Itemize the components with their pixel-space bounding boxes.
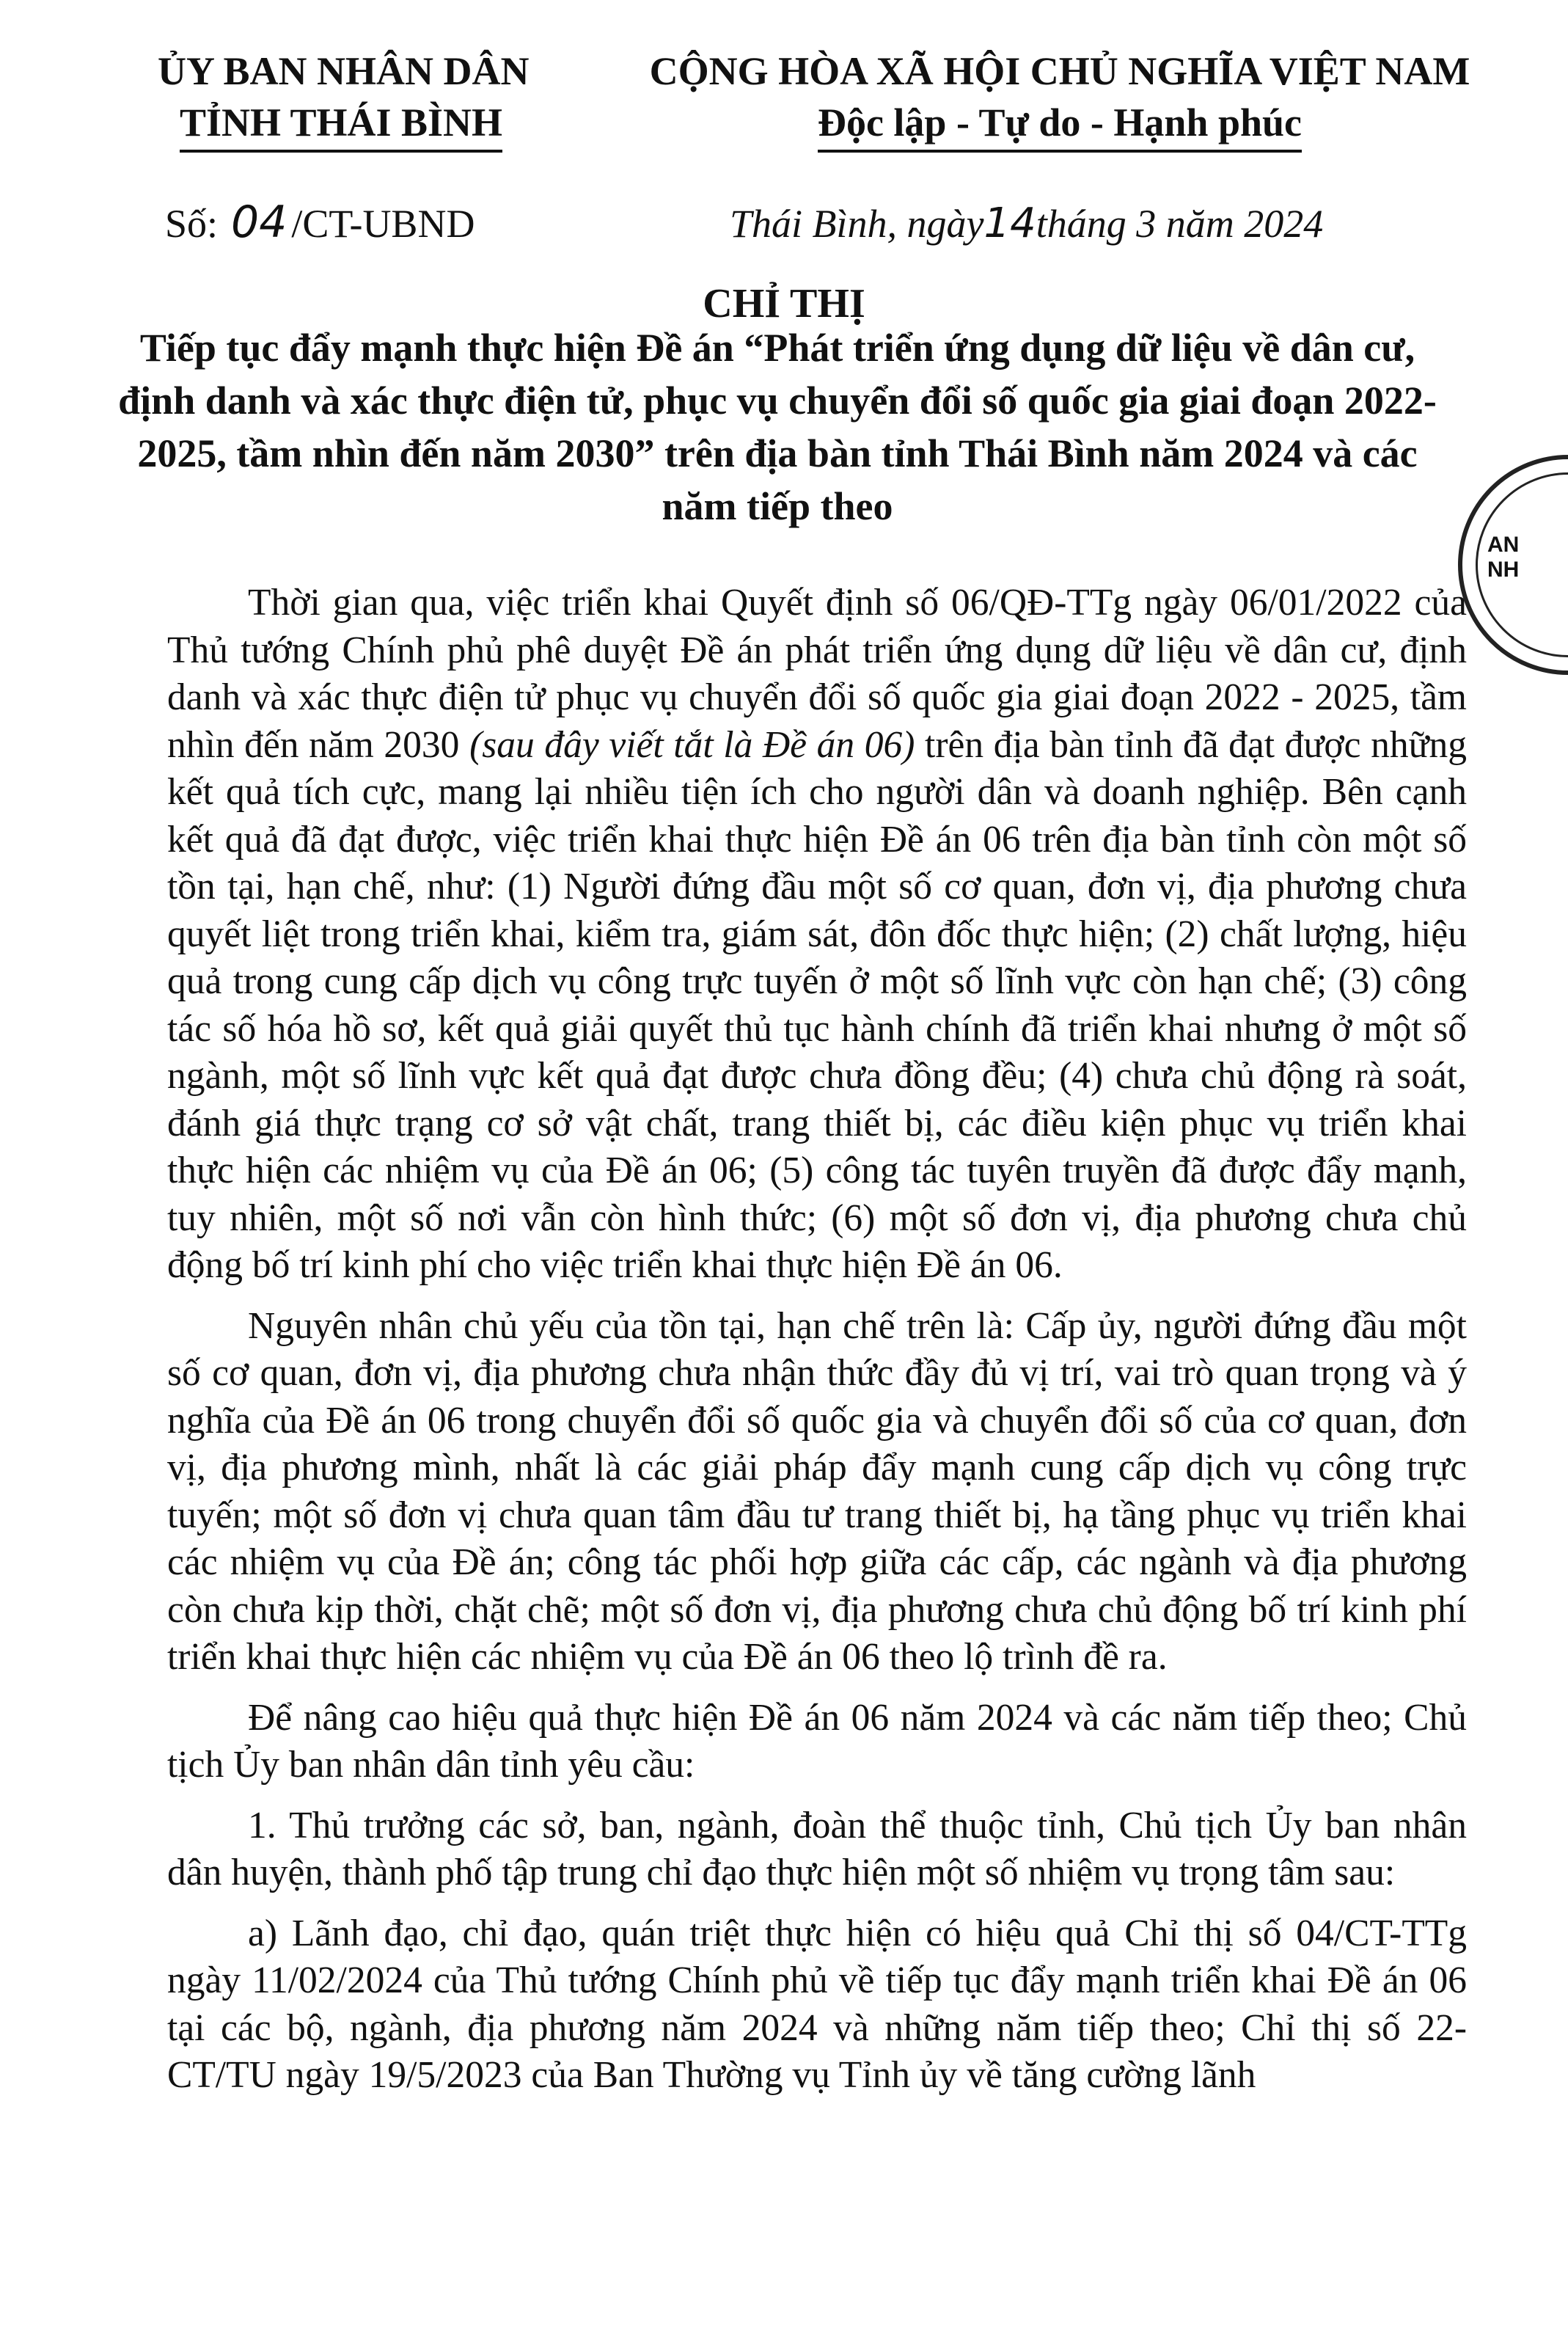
paragraph-1: Thời gian qua, việc triển khai Quyết định số 06/QĐ-TTg ngày 06/01/2022 của Thủ tướng Chính phủ phê duyệt Đề án phát triển ứng dụng dữ liệu về dân cư, định danh và xác thực điện tử phục vụ chuyển đổi số quốc gia giai đoạn 2022 - 2025, tầm nhìn đến năm 2030 (sau đây viết tắt là Đề án 06) trên địa bàn tỉnh đã đạt được những kết quả tích cực, mang lại nhiều tiện ích cho người dân và doanh nghiệp. Bên cạnh kết quả đã đạt được, việc triển khai thực hiện Đề án 06 trên địa bàn tỉnh còn một số tồn tại, hạn chế, như: (1) Người đứng đầu một số cơ quan, đơn vị, địa phương chưa quyết liệt trong triển khai, kiểm tra, giám sát, đôn đốc thực hiện; (2) chất lượng, hiệu quả trong cung cấp dịch vụ công trực tuyến ở một số lĩnh vực còn hạn chế; (3) công tác số hóa hồ sơ, kết quả giải quyết thủ tục hành chính đã triển khai nhưng ở một số ngành, một số lĩnh vực kết quả đạt được chưa đồng đều; (4) chưa chủ động rà soát, đánh giá thực trạng cơ sở vật chất, trang thiết bị, các điều kiện phục vụ triển khai thực hiện các nhiệm vụ của Đề án 06; (5) công tác tuyên truyền đã được đẩy mạnh, tuy nhiên, một số nơi vẫn còn hình thức; (6) một số đơn vị, địa phương chưa chủ động bố trí kinh phí cho việc triển khai thực hiện Đề án 06. xyxy=(167,582,1467,1286)
paragraph-5: a) Lãnh đạo, chỉ đạo, quán triệt thực hiện có hiệu quả Chỉ thị số 04/CT-TTg ngày 11/02/2024 của Thủ tướng Chính phủ về tiếp tục đẩy mạnh triển khai Đề án 06 tại các bộ, ngành, địa phương năm 2024 và những năm tiếp theo; Chỉ thị số 22-CT/TU ngày 19/5/2023 của Ban Thường vụ Tỉnh ủy về tăng cường lãnh xyxy=(167,1912,1467,2096)
doc-no-label: Số: xyxy=(165,202,219,246)
paragraph-2: Nguyên nhân chủ yếu của tồn tại, hạn chế trên là: Cấp ủy, người đứng đầu một số cơ quan, đơn vị, địa phương chưa nhận thức đầy đủ vị trí, vai trò quan trọng và ý nghĩa của Đề án 06 trong chuyển đổi số quốc gia và chuyển đổi số của cơ quan, đơn vị, địa phương mình, nhất là các giải pháp đẩy mạnh cung cấp dịch vụ công trực tuyến; một số đơn vị chưa quan tâm đầu tư trang thiết bị, hạ tầng phục vụ triển khai các nhiệm vụ của Đề án; công tác phối hợp giữa các cấp, các ngành và địa phương còn chưa kịp thời, chặt chẽ; một số đơn vị, địa phương chưa chủ động bố trí kinh phí triển khai thực hiện các nhiệm vụ của Đề án 06 theo lộ trình đề ra. xyxy=(167,1304,1467,1678)
document-body xyxy=(167,580,1467,2113)
doc-no-suffix: /CT-UBND xyxy=(291,202,475,246)
issuing-agency xyxy=(158,45,530,153)
abbreviation-note: (sau đây viết tắt là Đề án 06) xyxy=(469,723,915,766)
nation-line-1: CỘNG HÒA XÃ HỘI CHỦ NGHĨA VIỆT NAM xyxy=(649,49,1470,93)
paragraph-4: 1. Thủ trưởng các sở, ban, ngành, đoàn thể thuộc tỉnh, Chủ tịch Ủy ban nhân dân huyện, thành phố tập trung chỉ đạo thực hiện một số nhiệm vụ trọng tâm sau: xyxy=(167,1804,1467,1893)
issue-date xyxy=(730,200,1323,247)
document-subject: Tiếp tục đẩy mạnh thực hiện Đề án “Phát triển ứng dụng dữ liệu về dân cư, định danh và xác thực điện tử, phục vụ chuyển đổi số quốc gia giai đoạn 2022-2025, tầm nhìn đến năm 2030” trên địa bàn tỉnh Thái Bình năm 2024 và các năm tiếp theo xyxy=(118,326,1437,528)
paragraph-3: Để nâng cao hiệu quả thực hiện Đề án 06 năm 2024 và các năm tiếp theo; Chủ tịch Ủy ban nhân dân tỉnh yêu cầu: xyxy=(167,1696,1467,1786)
official-seal xyxy=(1458,455,1568,675)
document-type: CHỈ THỊ xyxy=(703,281,865,326)
agency-line-1: ỦY BAN NHÂN DÂN xyxy=(158,49,530,93)
date-day: 14 xyxy=(983,200,1036,247)
date-prefix: Thái Bình, ngày xyxy=(730,202,984,246)
national-motto xyxy=(627,45,1492,153)
nation-line-2: Độc lập - Tự do - Hạnh phúc xyxy=(818,97,1302,153)
document-number xyxy=(165,197,475,248)
seal-text: AN NH xyxy=(1487,533,1520,582)
date-suffix: tháng 3 năm 2024 xyxy=(1036,202,1324,246)
doc-no-value: 04 xyxy=(231,197,287,248)
agency-line-2: TỈNH THÁI BÌNH xyxy=(180,97,502,153)
